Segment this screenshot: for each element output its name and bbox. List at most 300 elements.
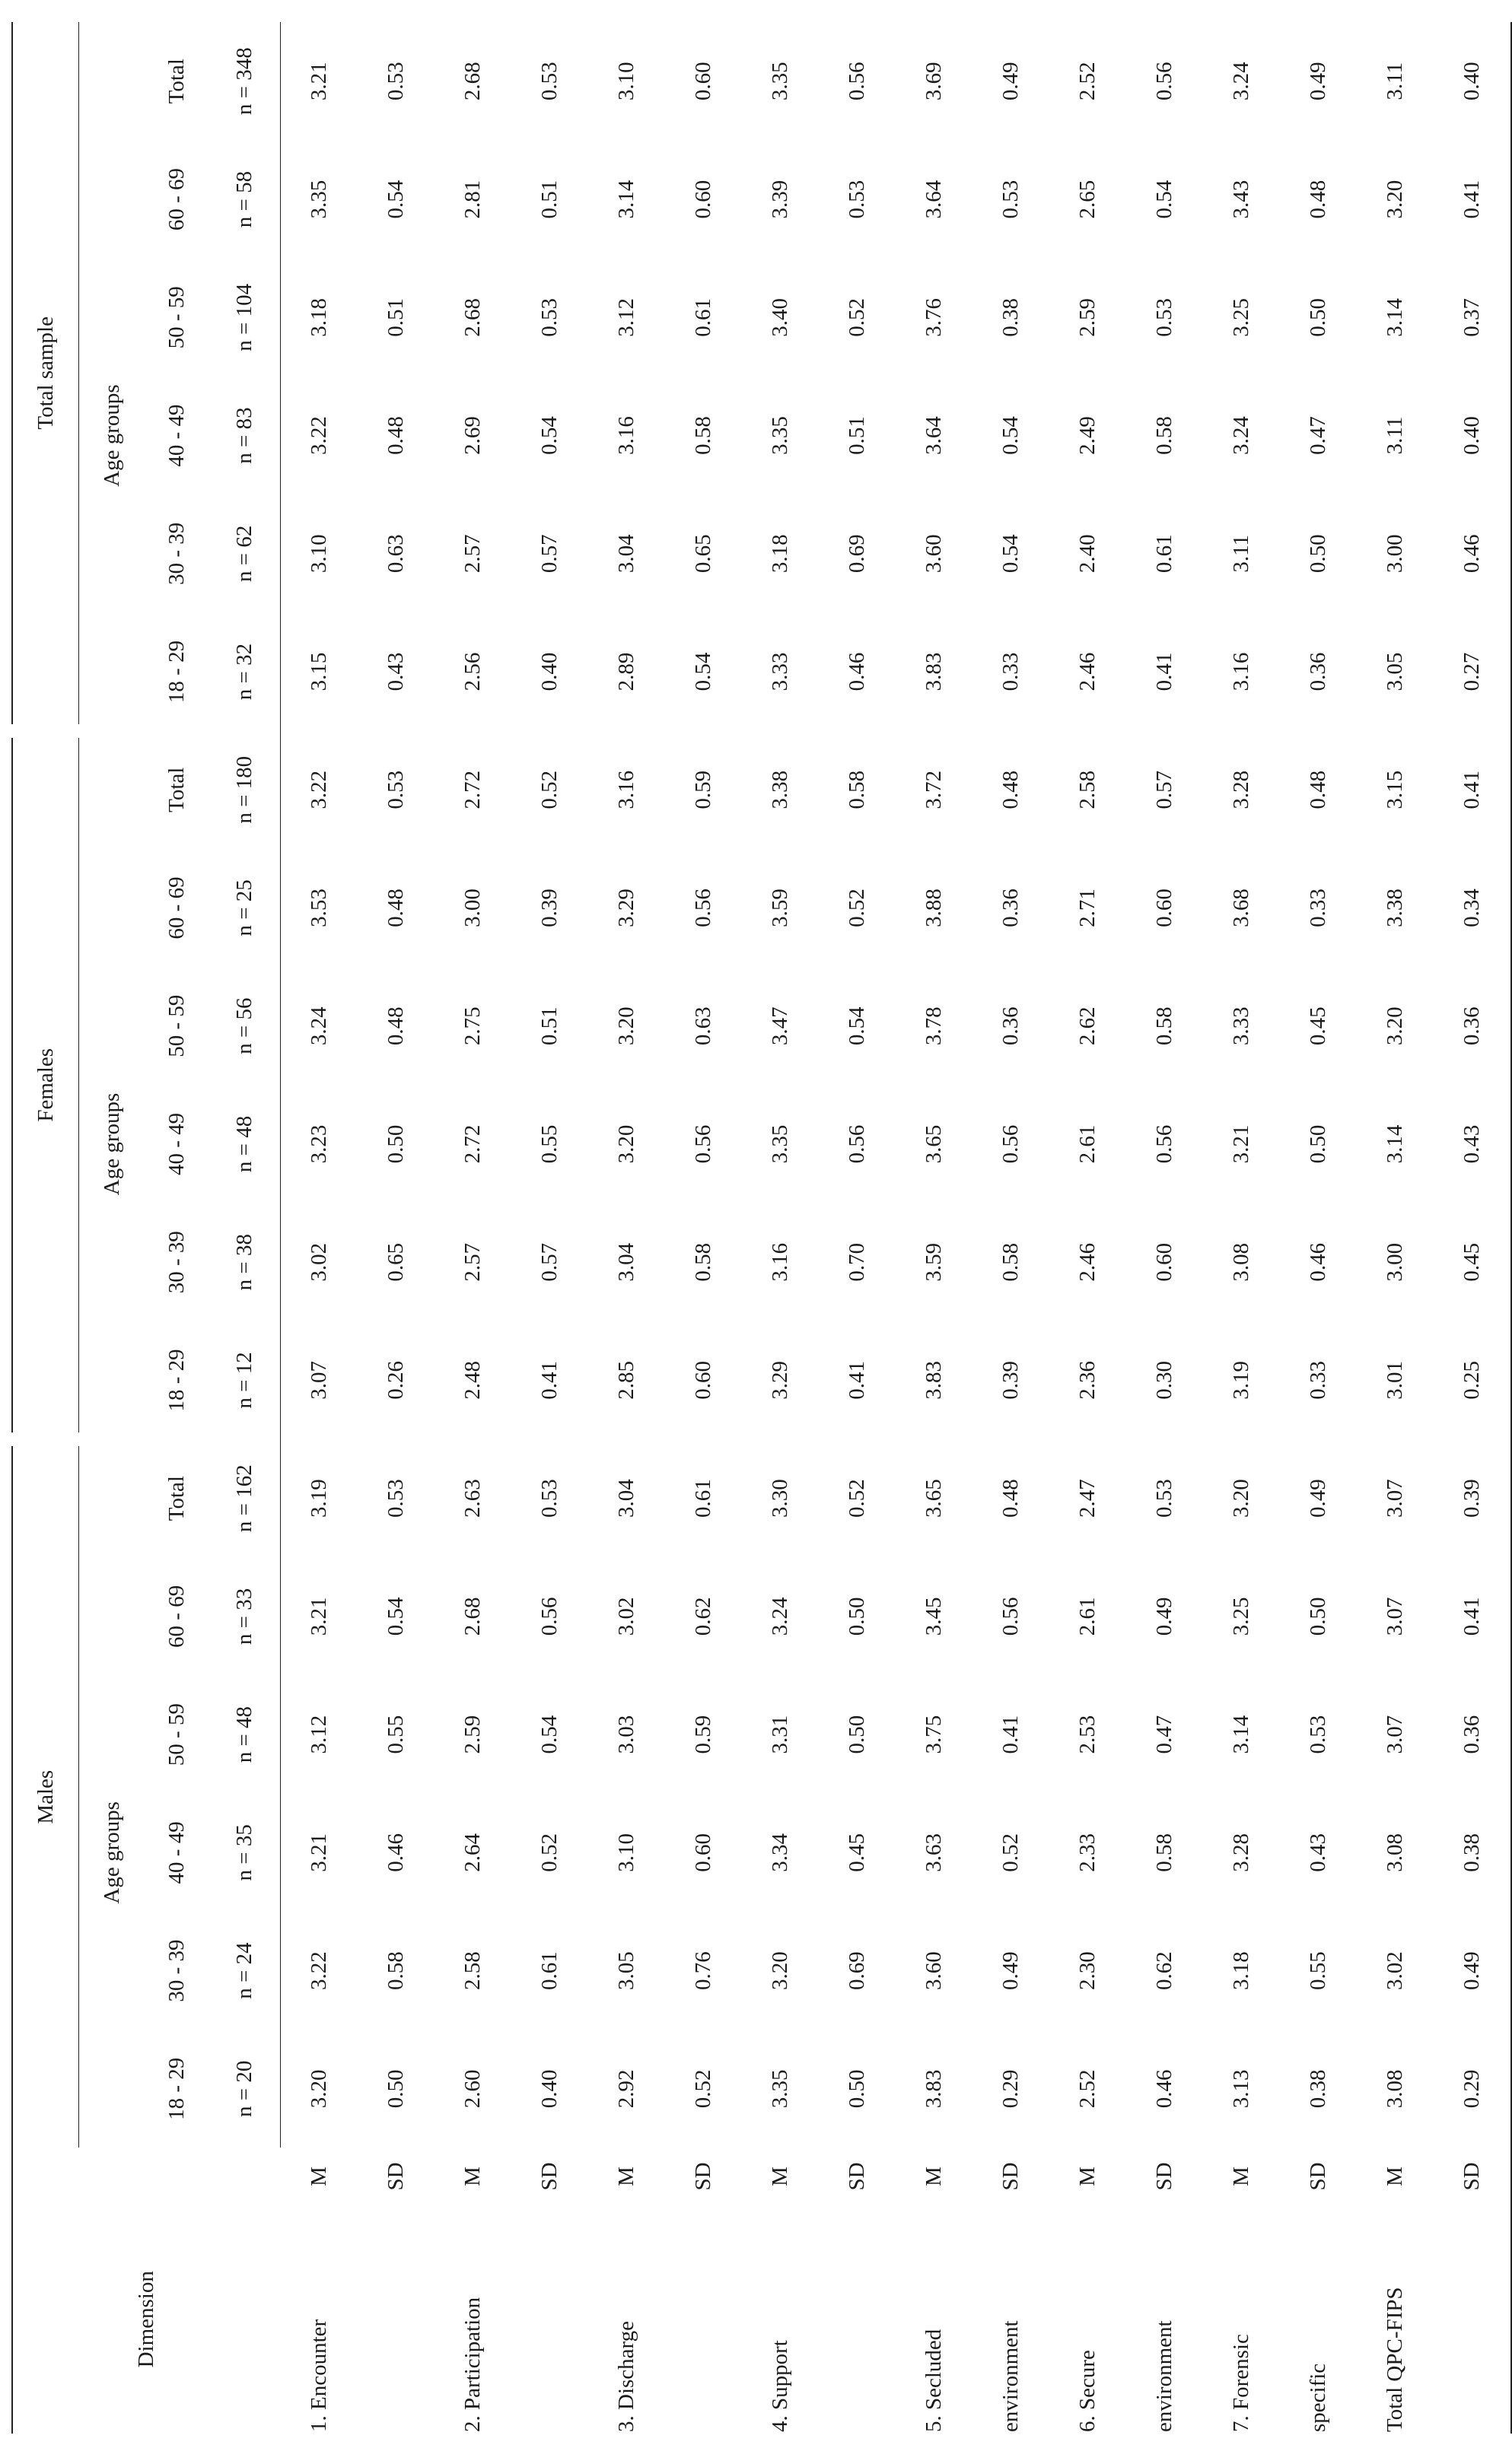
value-cell: 0.53 xyxy=(384,770,408,809)
age-column-header: 60 - 69 xyxy=(164,876,189,939)
value-cell: 0.41 xyxy=(1434,140,1511,258)
value-cell: 0.53 xyxy=(384,1479,408,1518)
value-cell: 0.50 xyxy=(1306,1124,1330,1164)
value-cell: 3.04 xyxy=(614,1242,638,1282)
value-cell: 0.57 xyxy=(1152,770,1176,809)
table-row xyxy=(665,22,742,2434)
value-cell: 0.70 xyxy=(845,1242,869,1282)
value-cell: 2.47 xyxy=(1075,1479,1100,1518)
value-cell: 0.54 xyxy=(1152,180,1176,219)
value-cell: 0.54 xyxy=(998,534,1023,574)
value-cell: 2.64 xyxy=(460,1833,485,1872)
value-cell: 0.60 xyxy=(691,180,715,219)
value-cell: 0.48 xyxy=(1306,180,1330,219)
value-cell: 0.45 xyxy=(1434,1203,1511,1321)
value-cell: 3.64 xyxy=(922,180,946,219)
table-row xyxy=(1049,22,1126,2434)
value-cell: 0.48 xyxy=(384,889,408,927)
value-cell: 3.02 xyxy=(614,1597,638,1636)
table-body xyxy=(281,22,1512,2434)
value-cell: 0.41 xyxy=(1152,652,1176,692)
value-cell: 0.57 xyxy=(537,534,562,574)
value-cell: 3.38 xyxy=(768,770,792,809)
value-cell: 3.24 xyxy=(1229,62,1253,101)
value-cell: 3.83 xyxy=(922,652,946,692)
table-row xyxy=(511,22,588,2434)
dimension-label: 4. Support xyxy=(768,2340,792,2432)
value-cell: 0.50 xyxy=(1306,534,1330,574)
value-cell: 3.59 xyxy=(922,1242,946,1282)
value-cell: 3.20 xyxy=(1229,1479,1253,1518)
dimension-label: 1. Encounter xyxy=(306,2319,331,2432)
value-cell: 0.52 xyxy=(691,2069,715,2109)
value-cell: 3.22 xyxy=(307,416,331,455)
value-cell: 0.39 xyxy=(1434,1439,1511,1557)
value-cell: 0.52 xyxy=(845,297,869,337)
value-cell: 0.53 xyxy=(1152,1479,1176,1518)
value-cell: 0.60 xyxy=(691,62,715,101)
value-cell: 3.02 xyxy=(1383,1951,1407,1990)
value-cell: 3.53 xyxy=(307,889,331,927)
value-cell: 3.12 xyxy=(614,297,638,337)
age-column-header: 60 - 69 xyxy=(164,1585,189,1648)
value-cell: 0.49 xyxy=(1306,1479,1330,1518)
age-column-header: 40 - 49 xyxy=(164,404,189,467)
value-cell: 3.16 xyxy=(768,1242,792,1282)
value-cell: 0.43 xyxy=(1434,1085,1511,1203)
table-row xyxy=(588,22,665,2434)
value-cell: 3.76 xyxy=(922,297,946,337)
value-cell: 3.83 xyxy=(922,1361,946,1400)
value-cell: 3.31 xyxy=(768,1715,792,1754)
sample-size-cell: n = 20 xyxy=(208,2030,281,2148)
value-cell: 3.02 xyxy=(307,1242,331,1282)
value-cell: 3.11 xyxy=(1229,534,1253,573)
value-cell: 3.18 xyxy=(1229,1951,1253,1990)
value-cell: 0.25 xyxy=(1434,1321,1511,1439)
value-cell: 3.64 xyxy=(922,416,946,455)
value-cell: 0.49 xyxy=(998,62,1023,101)
value-cell: 3.60 xyxy=(922,534,946,574)
value-cell: 2.59 xyxy=(1075,297,1100,337)
value-cell: 3.35 xyxy=(307,180,331,219)
stat-label: M xyxy=(922,2167,946,2186)
value-cell: 0.61 xyxy=(691,297,715,337)
value-cell: 0.56 xyxy=(998,1597,1023,1636)
sample-size-cell: n = 348 xyxy=(208,22,281,140)
age-groups-header-males: Age groups xyxy=(99,1801,124,1904)
value-cell: 2.92 xyxy=(614,2069,638,2109)
value-cell: 3.24 xyxy=(307,1006,331,1046)
value-cell: 2.30 xyxy=(1075,1951,1100,1990)
age-column-header: 50 - 59 xyxy=(164,1703,189,1766)
value-cell: 3.05 xyxy=(1383,652,1407,692)
value-cell: 0.37 xyxy=(1434,259,1511,377)
value-cell: 3.00 xyxy=(460,889,485,927)
value-cell: 0.38 xyxy=(998,297,1023,337)
value-cell: 0.50 xyxy=(384,1124,408,1164)
value-cell: 3.88 xyxy=(922,889,946,927)
value-cell: 0.56 xyxy=(845,62,869,101)
value-cell: 3.14 xyxy=(614,180,638,219)
value-cell: 3.08 xyxy=(1383,2069,1407,2109)
value-cell: 3.30 xyxy=(768,1479,792,1518)
dimension-label: 2. Participation xyxy=(460,2297,485,2432)
value-cell: 3.21 xyxy=(307,1597,331,1636)
value-cell: 0.59 xyxy=(691,1715,715,1754)
value-cell: 0.56 xyxy=(998,1124,1023,1164)
value-cell: 0.49 xyxy=(998,1951,1023,1990)
value-cell: 0.60 xyxy=(691,1361,715,1400)
value-cell: 0.29 xyxy=(998,2069,1023,2109)
value-cell: 2.68 xyxy=(460,297,485,337)
value-cell: 3.23 xyxy=(307,1124,331,1164)
value-cell: 3.18 xyxy=(768,534,792,574)
value-cell: 3.25 xyxy=(1229,1597,1253,1636)
table-row xyxy=(435,22,511,2434)
dimension-label: specific xyxy=(1306,2363,1330,2432)
value-cell: 0.56 xyxy=(1152,1124,1176,1164)
sample-size-cell: n = 32 xyxy=(208,612,281,730)
value-cell: 2.46 xyxy=(1075,652,1100,692)
value-cell: 3.08 xyxy=(1229,1242,1253,1282)
value-cell: 2.61 xyxy=(1075,1124,1100,1164)
stat-label: SD xyxy=(1152,2162,1176,2191)
value-cell: 0.58 xyxy=(1152,1006,1176,1046)
value-cell: 0.56 xyxy=(1152,62,1176,101)
value-cell: 0.49 xyxy=(1434,1912,1511,2030)
value-cell: 0.41 xyxy=(998,1715,1023,1754)
dimension-label: 7. Forensic xyxy=(1229,2334,1253,2432)
table-row xyxy=(1126,22,1203,2434)
value-cell: 3.04 xyxy=(614,534,638,574)
value-cell: 0.69 xyxy=(845,534,869,574)
dimension-label: 3. Discharge xyxy=(614,2320,638,2432)
age-column-header: 30 - 39 xyxy=(164,1939,189,2002)
value-cell: 0.56 xyxy=(845,1124,869,1164)
value-cell: 0.43 xyxy=(384,652,408,692)
value-cell: 3.45 xyxy=(922,1597,946,1636)
value-cell: 0.38 xyxy=(1306,2069,1330,2109)
value-cell: 0.29 xyxy=(1434,2030,1511,2148)
value-cell: 2.48 xyxy=(460,1361,485,1400)
value-cell: 3.14 xyxy=(1383,297,1407,337)
age-column-header: 18 - 29 xyxy=(164,2057,189,2120)
value-cell: 0.76 xyxy=(691,1951,715,1990)
value-cell: 0.36 xyxy=(1434,1676,1511,1794)
value-cell: 3.20 xyxy=(1383,180,1407,219)
stat-label: M xyxy=(614,2167,638,2186)
age-column-header: 18 - 29 xyxy=(164,640,189,704)
value-cell: 2.75 xyxy=(460,1006,485,1046)
value-cell: 3.34 xyxy=(768,1833,792,1872)
age-groups-header-total: Age groups xyxy=(99,384,124,487)
value-cell: 3.28 xyxy=(1229,770,1253,809)
value-cell: 2.81 xyxy=(460,180,485,219)
value-cell: 0.69 xyxy=(845,1951,869,1990)
value-cell: 3.60 xyxy=(922,1951,946,1990)
value-cell: 3.07 xyxy=(307,1361,331,1400)
sample-size-cell: n = 25 xyxy=(208,849,281,967)
age-range-row xyxy=(145,22,208,2434)
value-cell: 2.65 xyxy=(1075,180,1100,219)
value-cell: 2.49 xyxy=(1075,416,1100,455)
value-cell: 3.00 xyxy=(1383,534,1407,574)
value-cell: 0.49 xyxy=(1152,1597,1176,1636)
sample-size-cell: n = 62 xyxy=(208,494,281,612)
table-row xyxy=(972,22,1049,2434)
value-cell: 3.24 xyxy=(768,1597,792,1636)
value-cell: 0.50 xyxy=(1306,1597,1330,1636)
value-cell: 0.60 xyxy=(1152,1242,1176,1282)
table-row xyxy=(281,22,358,2434)
value-cell: 2.52 xyxy=(1075,2069,1100,2109)
value-cell: 0.45 xyxy=(845,1833,869,1872)
sample-size-cell: n = 33 xyxy=(208,1557,281,1675)
value-cell: 0.39 xyxy=(998,1361,1023,1400)
value-cell: 0.50 xyxy=(845,2069,869,2109)
value-cell: 0.36 xyxy=(998,889,1023,927)
age-column-header: 40 - 49 xyxy=(164,1821,189,1884)
sample-size-cell: n = 35 xyxy=(208,1794,281,1912)
value-cell: 0.50 xyxy=(1306,297,1330,337)
value-cell: 0.61 xyxy=(537,1951,562,1990)
value-cell: 3.20 xyxy=(1383,1006,1407,1046)
age-column-header: 60 - 69 xyxy=(164,167,189,231)
value-cell: 3.68 xyxy=(1229,889,1253,927)
value-cell: 3.03 xyxy=(614,1715,638,1754)
value-cell: 0.26 xyxy=(384,1361,408,1400)
stat-label: SD xyxy=(998,2162,1023,2191)
value-cell: 0.53 xyxy=(998,180,1023,219)
value-cell: 0.36 xyxy=(1306,652,1330,692)
value-cell: 0.39 xyxy=(537,889,562,927)
value-cell: 0.58 xyxy=(691,1242,715,1282)
value-cell: 3.08 xyxy=(1383,1833,1407,1872)
value-cell: 0.40 xyxy=(1434,22,1511,140)
value-cell: 3.01 xyxy=(1383,1361,1407,1400)
value-cell: 0.48 xyxy=(384,416,408,455)
value-cell: 3.83 xyxy=(922,2069,946,2109)
value-cell: 3.20 xyxy=(307,2069,331,2109)
value-cell: 3.20 xyxy=(614,1006,638,1046)
value-cell: 3.19 xyxy=(1229,1361,1253,1400)
value-cell: 0.56 xyxy=(691,889,715,927)
value-cell: 0.58 xyxy=(384,1951,408,1990)
value-cell: 0.43 xyxy=(1306,1833,1330,1872)
value-cell: 0.36 xyxy=(1434,967,1511,1085)
value-cell: 2.52 xyxy=(1075,62,1100,101)
dimension-label xyxy=(511,2205,588,2434)
age-column-header: Total xyxy=(164,1476,189,1521)
value-cell: 0.56 xyxy=(691,1124,715,1164)
value-cell: 0.50 xyxy=(845,1715,869,1754)
value-cell: 0.62 xyxy=(691,1597,715,1636)
value-cell: 0.58 xyxy=(845,770,869,809)
value-cell: 0.60 xyxy=(691,1833,715,1872)
value-cell: 2.68 xyxy=(460,62,485,101)
value-cell: 3.25 xyxy=(1229,297,1253,337)
table-row xyxy=(1357,22,1434,2434)
dimension-label: 5. Secluded xyxy=(922,2329,946,2432)
value-cell: 2.69 xyxy=(460,416,485,455)
value-cell: 0.33 xyxy=(998,652,1023,692)
value-cell: 0.62 xyxy=(1152,1951,1176,1990)
age-column-header: 50 - 59 xyxy=(164,286,189,349)
value-cell: 3.65 xyxy=(922,1479,946,1518)
value-cell: 0.48 xyxy=(998,770,1023,809)
value-cell: 0.58 xyxy=(998,1242,1023,1282)
value-cell: 2.72 xyxy=(460,1124,485,1164)
value-cell: 0.34 xyxy=(1434,849,1511,967)
age-column-header: Total xyxy=(164,767,189,812)
value-cell: 2.60 xyxy=(460,2069,485,2109)
value-cell: 3.40 xyxy=(768,297,792,337)
value-cell: 3.35 xyxy=(768,62,792,101)
value-cell: 3.24 xyxy=(1229,416,1253,455)
value-cell: 3.07 xyxy=(1383,1597,1407,1636)
value-cell: 3.11 xyxy=(1383,62,1407,100)
value-cell: 0.40 xyxy=(537,652,562,692)
value-cell: 2.85 xyxy=(614,1361,638,1400)
value-cell: 0.48 xyxy=(384,1006,408,1046)
value-cell: 0.50 xyxy=(384,2069,408,2109)
value-cell: 3.20 xyxy=(768,1951,792,1990)
value-cell: 2.59 xyxy=(460,1715,485,1754)
value-cell: 3.72 xyxy=(922,770,946,809)
stat-label: SD xyxy=(845,2162,869,2191)
value-cell: 3.29 xyxy=(614,889,638,927)
value-cell: 0.33 xyxy=(1306,889,1330,927)
value-cell: 0.52 xyxy=(537,770,562,809)
value-cell: 0.55 xyxy=(1306,1951,1330,1990)
value-cell: 0.40 xyxy=(1434,377,1511,494)
sample-size-row xyxy=(208,22,281,2434)
value-cell: 0.46 xyxy=(384,1833,408,1872)
sample-size-cell: n = 104 xyxy=(208,259,281,377)
value-cell: 3.19 xyxy=(307,1479,331,1518)
value-cell: 0.58 xyxy=(691,416,715,455)
value-cell: 3.47 xyxy=(768,1006,792,1046)
stat-label: SD xyxy=(384,2162,408,2191)
value-cell: 0.46 xyxy=(1152,2069,1176,2109)
value-cell: 0.54 xyxy=(384,1597,408,1636)
dimension-label: 6. Secure xyxy=(1075,2350,1100,2432)
value-cell: 0.51 xyxy=(845,416,869,455)
value-cell: 3.04 xyxy=(614,1479,638,1518)
table-row xyxy=(819,22,896,2434)
stat-label: M xyxy=(306,2167,331,2186)
value-cell: 2.46 xyxy=(1075,1242,1100,1282)
value-cell: 0.59 xyxy=(691,770,715,809)
value-cell: 2.63 xyxy=(460,1479,485,1518)
value-cell: 0.48 xyxy=(998,1479,1023,1518)
value-cell: 3.11 xyxy=(1383,416,1407,455)
dimension-header: Dimension xyxy=(12,2205,281,2434)
dimension-label xyxy=(1434,2205,1511,2434)
value-cell: 3.10 xyxy=(614,1833,638,1872)
sample-size-cell: n = 12 xyxy=(208,1321,281,1439)
age-column-header: 50 - 59 xyxy=(164,994,189,1057)
value-cell: 0.53 xyxy=(537,297,562,337)
value-cell: 0.30 xyxy=(1152,1361,1176,1400)
value-cell: 2.71 xyxy=(1075,889,1100,927)
age-column-header: 30 - 39 xyxy=(164,1231,189,1294)
value-cell: 3.33 xyxy=(768,652,792,692)
value-cell: 3.22 xyxy=(307,770,331,809)
value-cell: 2.72 xyxy=(460,770,485,809)
sample-size-cell: n = 58 xyxy=(208,140,281,258)
value-cell: 0.36 xyxy=(998,1006,1023,1046)
value-cell: 3.16 xyxy=(1229,652,1253,692)
value-cell: 0.65 xyxy=(691,534,715,574)
value-cell: 2.56 xyxy=(460,652,485,692)
value-cell: 3.07 xyxy=(1383,1479,1407,1518)
value-cell: 0.54 xyxy=(384,180,408,219)
value-cell: 2.89 xyxy=(614,652,638,692)
value-cell: 0.53 xyxy=(1152,297,1176,337)
value-cell: 3.35 xyxy=(768,2069,792,2109)
table-row xyxy=(742,22,819,2434)
value-cell: 0.60 xyxy=(1152,889,1176,927)
dimension-label: environment xyxy=(998,2320,1023,2432)
value-cell: 3.65 xyxy=(922,1124,946,1164)
value-cell: 0.41 xyxy=(845,1361,869,1400)
value-cell: 3.38 xyxy=(1383,889,1407,927)
stat-label: M xyxy=(1383,2167,1407,2186)
value-cell: 3.59 xyxy=(768,889,792,927)
value-cell: 0.51 xyxy=(537,1006,562,1046)
value-cell: 3.21 xyxy=(307,1833,331,1872)
sample-size-cell: n = 48 xyxy=(208,1676,281,1794)
sample-size-cell: n = 56 xyxy=(208,967,281,1085)
value-cell: 3.07 xyxy=(1383,1715,1407,1754)
value-cell: 0.56 xyxy=(537,1597,562,1636)
value-cell: 0.54 xyxy=(845,1006,869,1046)
value-cell: 0.51 xyxy=(384,297,408,337)
value-cell: 0.38 xyxy=(1434,1794,1511,1912)
value-cell: 0.51 xyxy=(537,180,562,219)
sample-size-cell: n = 48 xyxy=(208,1085,281,1203)
value-cell: 0.41 xyxy=(1434,1557,1511,1675)
value-cell: 3.29 xyxy=(768,1361,792,1400)
value-cell: 2.61 xyxy=(1075,1597,1100,1636)
value-cell: 3.13 xyxy=(1229,2069,1253,2109)
value-cell: 2.68 xyxy=(460,1597,485,1636)
value-cell: 3.22 xyxy=(307,1951,331,1990)
dimension-label: environment xyxy=(1152,2320,1176,2432)
value-cell: 0.65 xyxy=(384,1242,408,1282)
value-cell: 0.40 xyxy=(537,2069,562,2109)
value-cell: 0.53 xyxy=(537,62,562,101)
value-cell: 0.49 xyxy=(1306,62,1330,101)
sample-size-cell: n = 38 xyxy=(208,1203,281,1321)
value-cell: 3.18 xyxy=(307,297,331,337)
value-cell: 0.52 xyxy=(998,1833,1023,1872)
value-cell: 0.53 xyxy=(384,62,408,101)
value-cell: 0.61 xyxy=(1152,534,1176,574)
value-cell: 0.54 xyxy=(691,652,715,692)
value-cell: 3.39 xyxy=(768,180,792,219)
qpc-fips-table xyxy=(11,22,1512,2434)
dimension-label xyxy=(819,2205,896,2434)
group-header-total-sample: Total sample xyxy=(12,22,79,731)
value-cell: 2.57 xyxy=(460,534,485,574)
value-cell: 3.35 xyxy=(768,1124,792,1164)
value-cell: 0.33 xyxy=(1306,1361,1330,1400)
value-cell: 0.58 xyxy=(1152,416,1176,455)
value-cell: 0.48 xyxy=(1306,770,1330,809)
